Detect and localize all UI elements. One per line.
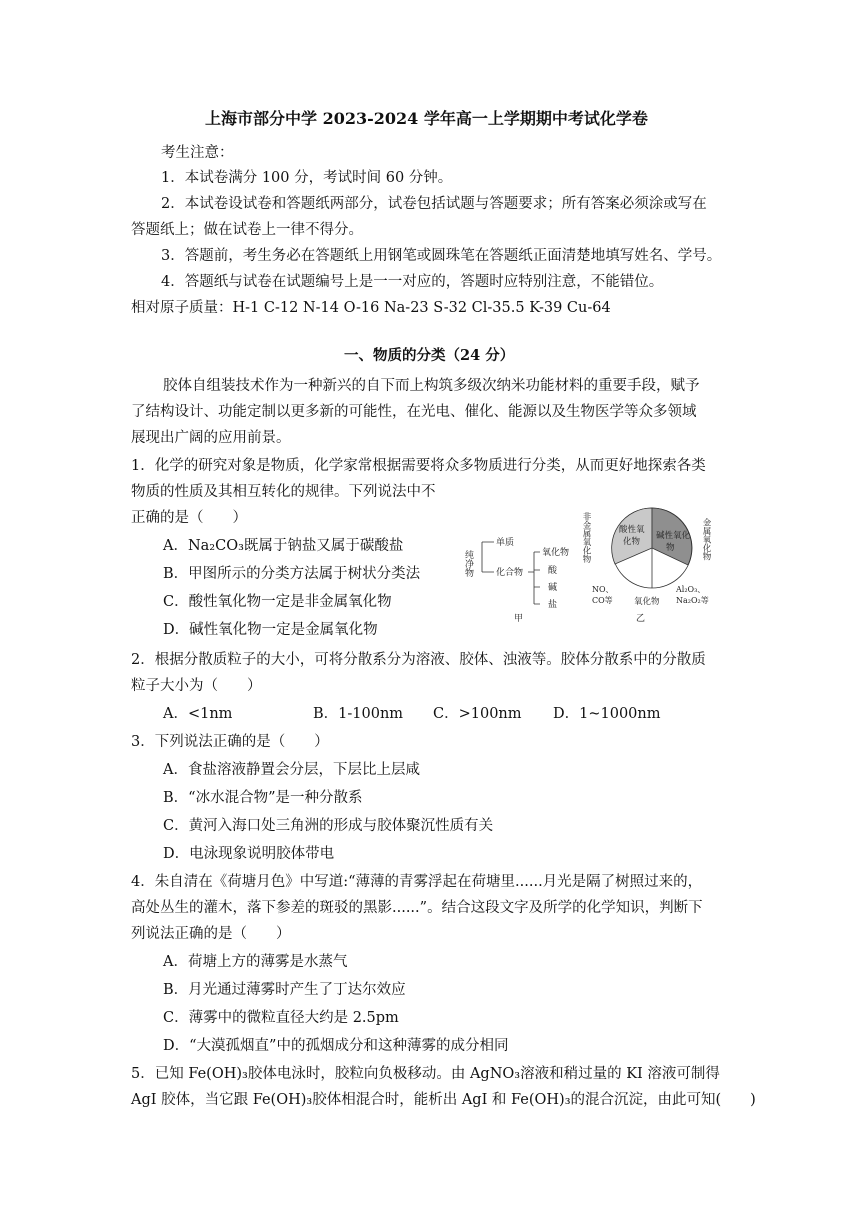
q3-option-c: C．黄河入海口处三角洲的形成与胶体聚沉性质有关 <box>163 818 494 834</box>
yi-bottom-right-1: Al₂O₃、 <box>676 585 706 594</box>
atomic-masses: 相对原子质量：H-1 C-12 N-14 O-16 Na-23 S-32 Cl-35.5 K-39 Cu-64 <box>131 300 611 316</box>
q1-option-b: B．甲图所示的分类方法属于树状分类法 <box>163 566 421 582</box>
jia-element-label: 单质 <box>496 538 515 548</box>
pie-acidic-label: 酸性氧化物 <box>619 525 645 547</box>
figure-svg <box>463 500 724 624</box>
q4-option-d: D．“大漠孤烟直”中的孤烟成分和这种薄雾的成分相同 <box>163 1038 509 1054</box>
q1-option-d: D．碱性氧化物一定是金属氧化物 <box>163 622 378 638</box>
note-4: 4．答题纸与试卷在试题编号上是一一对应的，答题时应特别注意，不能错位。 <box>161 274 664 290</box>
note-3: 3．答题前，考生务必在答题纸上用钢笔或圆珠笔在答题纸正面清楚地填写姓名、学号。 <box>161 248 722 264</box>
pie-basic-label: 碱性氧化物 <box>656 531 691 553</box>
intro-line-1: 胶体自组装技术作为一种新兴的自下而上构筑多级次纳米功能材料的重要手段，赋予 <box>163 378 700 394</box>
jia-acid-label: 酸 <box>548 566 558 576</box>
notice-heading: 考生注意： <box>161 145 234 161</box>
yi-left-label: 非金属氧化物 <box>581 512 591 563</box>
q1-stem-2: 物质的性质及其相互转化的规律。下列说法中不 <box>131 484 436 500</box>
q4-stem-3: 列说法正确的是（ ） <box>131 926 291 942</box>
q2-option-c: C．>100nm <box>433 706 522 722</box>
q4-stem-1: 4．朱自清在《荷塘月色》中写道:“薄薄的青雾浮起在荷塘里......月光是隔了树照过来的， <box>131 874 703 890</box>
yi-bottom-right-2: Na₂O₂等 <box>676 596 709 605</box>
q1-option-a: A．Na₂CO₃既属于钠盐又属于碳酸盐 <box>163 538 404 554</box>
jia-oxide-label: 氧化物 <box>542 548 570 558</box>
q4-option-b: B．月光通过薄雾时产生了丁达尔效应 <box>163 982 406 998</box>
intro-line-3: 展现出广阔的应用前景。 <box>131 430 291 446</box>
jia-salt-label: 盐 <box>548 600 558 610</box>
yi-bottom-left-2: CO等 <box>592 596 613 605</box>
q2-option-b: B．1-100nm <box>313 706 404 722</box>
yi-bottom-mid: 氧化物 <box>634 597 660 607</box>
q4-stem-2: 高处丛生的灌木，落下参差的斑驳的黑影......”。结合这段文字及所学的化学知识，判断下 <box>131 900 703 916</box>
section-heading: 一、物质的分类（24 分） <box>344 347 515 364</box>
jia-compound-label: 化合物 <box>496 568 524 578</box>
tree-diagram-jia <box>463 536 569 624</box>
note-2: 2．本试卷设试卷和答题纸两部分，试卷包括试题与答题要求；所有答案必须涂或写在 <box>161 196 707 212</box>
q2-option-d: D．1~1000nm <box>553 706 661 722</box>
classification-figure <box>463 500 724 624</box>
q4-option-a: A．荷塘上方的薄雾是水蒸气 <box>163 954 348 970</box>
jia-caption: 甲 <box>514 614 524 624</box>
q2-stem-2: 粒子大小为（ ） <box>131 678 262 694</box>
q3-option-a: A．食盐溶液静置会分层，下层比上层咸 <box>163 762 420 778</box>
intro-line-2: 了结构设计、功能定制以更多新的可能性，在光电、催化、能源以及生物医学等众多领域 <box>131 404 697 420</box>
q1-stem-3: 正确的是（ ） <box>131 510 247 526</box>
pie-diagram-yi <box>581 508 711 624</box>
q2-stem-1: 2．根据分散质粒子的大小，可将分散系分为溶液、胶体、浊液等。胶体分散系中的分散质 <box>131 652 706 668</box>
q1-option-c: C．酸性氧化物一定是非金属氧化物 <box>163 594 392 610</box>
jia-base-label: 碱 <box>548 583 558 593</box>
q4-option-c: C．薄雾中的微粒直径大约是 2.5pm <box>163 1010 399 1026</box>
q5-stem-2: AgI 胶体，当它跟 Fe(OH)₃胶体相混合时，能析出 AgI 和 Fe(OH)₃的混合沉淀，由此可知( ) <box>131 1092 756 1108</box>
q3-option-d: D．电泳现象说明胶体带电 <box>163 846 335 862</box>
q5-stem-1: 5．已知 Fe(OH)₃胶体电泳时，胶粒向负极移动。由 AgNO₃溶液和稍过量的 KI 溶液可制得 <box>131 1066 720 1082</box>
q2-option-a: A．<1nm <box>163 706 233 722</box>
q1-stem-1: 1．化学的研究对象是物质，化学家常根据需要将众多物质进行分类，从而更好地探索各类 <box>131 458 706 474</box>
note-2-cont: 答题纸上；做在试卷上一律不得分。 <box>131 222 363 238</box>
yi-caption: 乙 <box>636 614 646 624</box>
yi-right-label: 金属氧化物 <box>701 518 711 561</box>
yi-bottom-left-1: NO、 <box>592 585 614 594</box>
jia-root-label: 纯净物 <box>463 550 473 577</box>
page-title: 上海市部分中学 2023-2024 学年高一上学期期中考试化学卷 <box>205 109 648 128</box>
q3-option-b: B．“冰水混合物”是一种分散系 <box>163 790 363 806</box>
q3-stem: 3．下列说法正确的是（ ） <box>131 734 329 750</box>
note-1: 1．本试卷满分 100 分，考试时间 60 分钟。 <box>161 170 453 186</box>
